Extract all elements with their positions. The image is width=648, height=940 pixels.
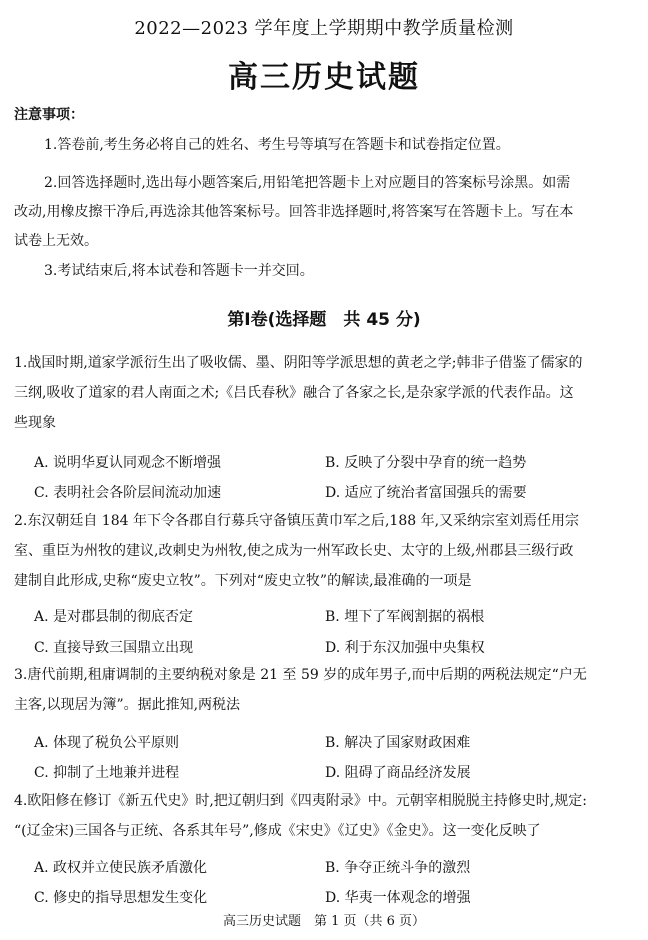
notice-item-1: 1.答卷前,考生务必将自己的姓名、考生号等填写在答题卡和试卷指定位置。 (44, 137, 510, 153)
question-4-option-c: C. 修史的指导思想发生变化 (34, 890, 208, 906)
question-3-line-1: 3.唐代前期,租庸调制的主要纳税对象是 21 至 59 岁的成年男子,而中后期的两税法规定“户无 (14, 667, 587, 683)
question-4-option-b: B. 争夺正统斗争的激烈 (325, 860, 471, 876)
question-2-option-a: A. 是对郡县制的彻底否定 (34, 609, 194, 625)
notice-item-2-line-2: 改动,用橡皮擦干净后,再选涂其他答案标号。回答非选择题时,将答案写在答题卡上。写在本 (14, 204, 574, 220)
section-title: 第Ⅰ卷(选择题 共 45 分) (227, 310, 421, 330)
page-title: 高三历史试题 (228, 60, 420, 95)
notice-heading: 注意事项： (14, 107, 84, 123)
exam-header: 2022—2023 学年度上学期期中教学质量检测 (134, 18, 514, 39)
question-2-option-b: B. 埋下了军阀割据的祸根 (325, 609, 485, 625)
question-1-option-a: A. 说明华夏认同观念不断增强 (34, 455, 222, 471)
question-4-line-2: “(辽金宋)三国各与正统、各系其年号”,修成《宋史》《辽史》《金史》。这一变化反映了 (14, 823, 541, 839)
question-1-line-2: 三纲,吸收了道家的君人南面之术;《吕氏春秋》融合了各家之长,是杂家学派的代表作品。这 (14, 385, 574, 401)
question-2-option-c: C. 直接导致三国鼎立出现 (34, 640, 194, 656)
question-1-line-1: 1.战国时期,道家学派衍生出了吸收儒、墨、阴阳等学派思想的黄老之学;韩非子借鉴了儒家的 (14, 355, 583, 371)
question-2-line-3: 建制自此形成,史称“废史立牧”。下列对“废史立牧”的解读,最准确的一项是 (14, 573, 472, 589)
question-2-line-2: 室、重臣为州牧的建议,改刺史为州牧,使之成为一州军政长史、太守的上级,州郡县三级行政 (14, 543, 574, 559)
question-3-option-d: D. 阻碍了商品经济发展 (325, 765, 471, 781)
question-1-option-c: C. 表明社会各阶层间流动加速 (34, 485, 222, 501)
question-3-option-a: A. 体现了税负公平原则 (34, 735, 180, 751)
question-1-line-3: 些现象 (14, 415, 56, 431)
question-3-option-c: C. 抑制了土地兼并进程 (34, 765, 180, 781)
notice-item-2-line-1: 2.回答选择题时,选出每小题答案后,用铅笔把答题卡上对应题目的答案标号涂黑。如需 (44, 175, 571, 191)
question-1-option-b: B. 反映了分裂中孕育的统一趋势 (325, 455, 527, 471)
question-4-option-d: D. 华夷一体观念的增强 (325, 890, 471, 906)
question-3-line-2: 主客,以现居为簿”。据此推知,两税法 (14, 697, 241, 713)
question-3-option-b: B. 解决了国家财政困难 (325, 735, 471, 751)
notice-item-2-line-3: 试卷上无效。 (14, 233, 98, 249)
page-footer: 高三历史试题 第 1 页（共 6 页） (222, 914, 426, 929)
question-1-option-d: D. 适应了统治者富国强兵的需要 (325, 485, 527, 501)
question-2-option-d: D. 利于东汉加强中央集权 (325, 640, 485, 656)
question-4-line-1: 4.欧阳修在修订《新五代史》时,把辽朝归到《四夷附录》中。元朝宰相脱脱主持修史时,规定: (14, 793, 587, 809)
question-2-line-1: 2.东汉朝廷自 184 年下令各郡自行募兵守备镇压黄巾军之后,188 年,又采纳宗室刘焉任用宗 (14, 513, 580, 529)
notice-item-3: 3.考试结束后,将本试卷和答题卡一并交回。 (44, 263, 314, 279)
question-4-option-a: A. 政权并立使民族矛盾激化 (34, 860, 208, 876)
